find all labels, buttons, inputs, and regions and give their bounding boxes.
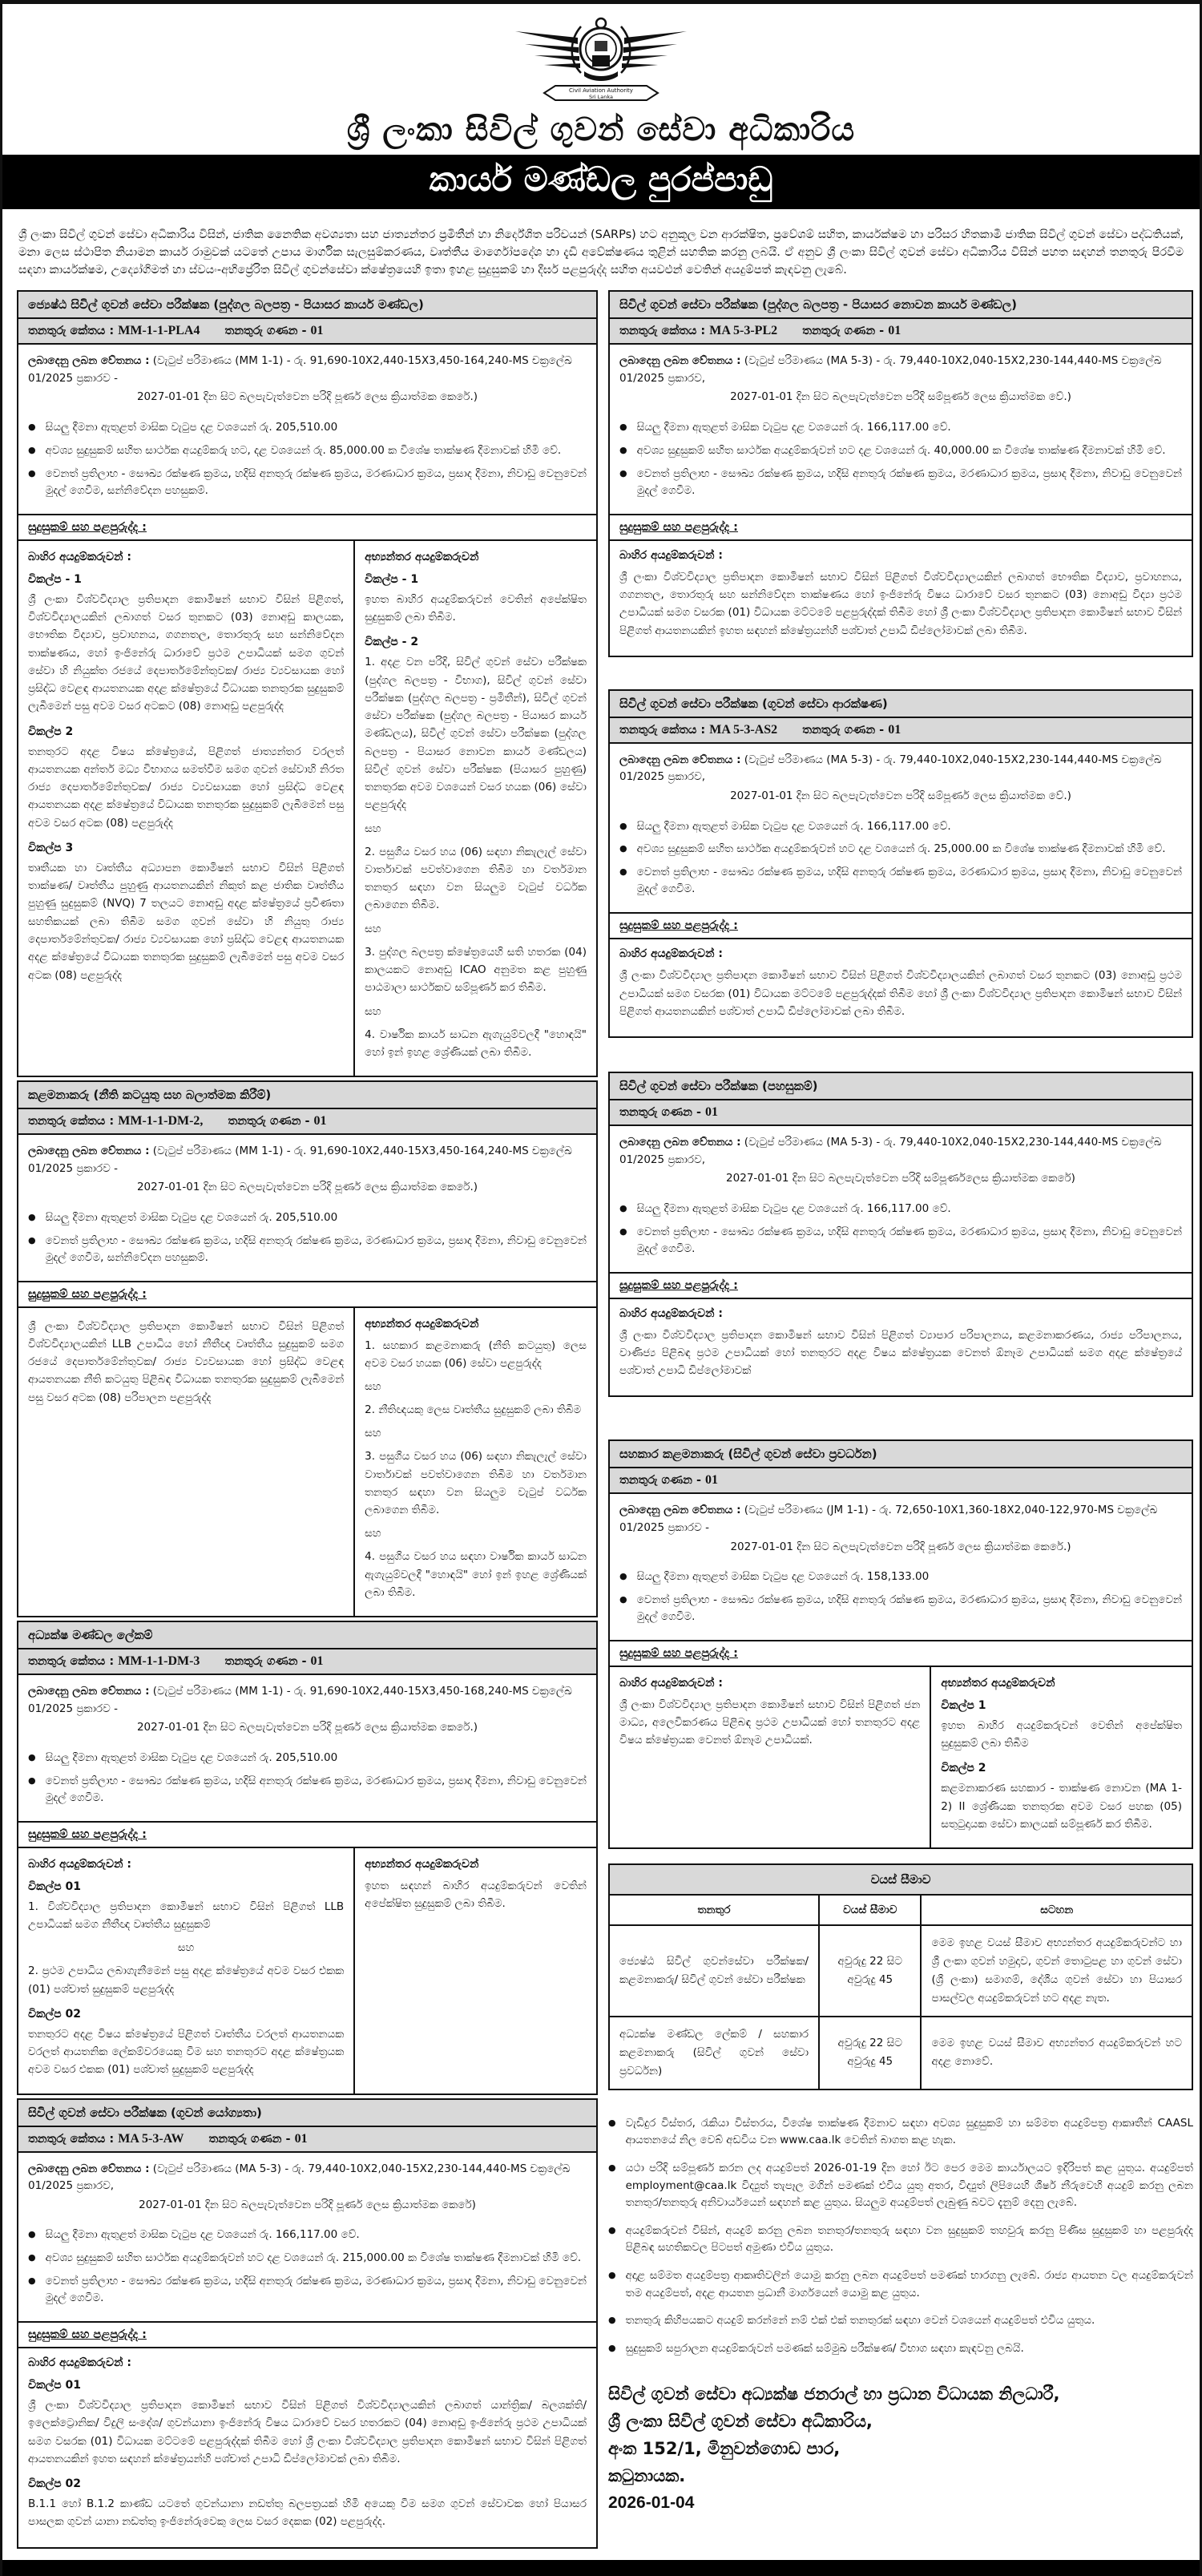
note-item [608,2340,1193,2358]
qualification-text: 1. අදළ වන පරිදි, සිවිල් ගුවන් සේවා පරීක්ෂක (පුද්ගල බලපත්‍ර - විභාග), සිවිල් ගුවන් සේවා පරීක්ෂක (පුද්ගල බලපත්‍ර - ප්‍රමිතීන්), සිවිල් ගුවන් සේවා පරීක්ෂක (පුද්ගල බලපත්‍ර - පියාසර කාර්ය මණ්ඩලය), සිවිල් ගුවන් සේවා පරීක්ෂක (පුද්ගල බලපත්‍ර - පියාසර නොවන කාර්ය මණ්ඩලය) සිවිල් ගුවන් සේවා පරීක්ෂක (පියාසර පුහුණු) තනතුරක අවම වශයෙන් වසර හයක (06) සේවා පළපුරුද්ද [365,656,587,812]
salary-label: ලබාදෙනු ලබන වේතනය : [28,1685,150,1698]
job-count: 01 [294,2131,308,2146]
salary-effective: 2027-01-01 දින සිට බලපැවැත්වෙන පරිදි සම්පූර්ණ ලෙස ක්‍රියාත්මක වේ.) [730,390,1071,404]
qualification-text: 1. සහකාර කළමනාකරු (නීති කටයුතු) ලෙස අවම වසර හයක (06) සේවා පළපුරුද්ද [365,1338,587,1370]
job-title: ජ්‍යෙෂ්ඨ සිවිල් ගුවන් සේවා පරීක්ෂක (පුද්ගල බලපත්‍ර - පියාසර කාර්ය මණ්ඩල) [18,292,596,319]
bullet-icon: ● [28,1211,36,1222]
job-title: සිවිල් ගුවන් සේවා පරීක්ෂක (පහසුකම්) [610,1073,1192,1100]
qualification-text: ශ්‍රී ලංකා විශ්වවිද්‍යාල ප්‍රතිපාදන කොමිෂන් සභාව විසින් පිළිගත් විශ්වවිද්‍යාලයකින් ලබාගත් යාන්ත්‍රික/ බලශක්ති/ ඉලෙක්ට්‍රොනික/ විදුලි සංදේශ/ ගුවන්යානා ඉංජිනේරු විෂය ධාරාවේ වසර හතරකට (04) නොඅඩු ඉංජිනේරු ප්‍රථම උපාධියක් සමග වසරක (01) විධායක මට්ටමේ පළපුරුද්දක් තිබීම හෝ ශ්‍රී ලංකා විශ්වවිද්‍යාල ප්‍රතිපාදන කොමිෂන් සභාව විසින් පිළිගත් ආයතනයකින් ඉහත සඳහන් ක්ෂේත්‍රයන්හි පශ්චාත් උපාධි ඩිප්ලෝමාවක් ලබා තිබීම. [28,2399,587,2465]
emblem-seal [580,18,622,81]
age-table-row [609,1925,1192,2017]
job-code-row [18,2127,596,2153]
salary-scale: (වැටුප් පරිමාණය (MM 1-1) - රු. 91,690-10X2,440-15X3,450-164,240-MS චක්‍රලේඛ 01/2025 ප්‍රකාරව - [28,354,572,385]
external-heading: බාහිර අයදුම්කරුවන් : [619,548,723,562]
internal-heading: අභ්‍යන්තර අයදුම්කරුවන් [365,550,479,563]
benefits-list [18,2219,596,2321]
count-label: තනතුරු ගණන - [224,1655,307,1669]
job-box-assistant-manager-promotion [608,1439,1193,1849]
benefit-text: සියලු දීමනා ඇතුළත් මාසික වැටුප දළ වශයෙන් රු. 158,133.00 [636,1570,930,1584]
signature-line: කටුනායක. [608,2466,686,2486]
salary-scale: (වැටුප් පරිමාණය (MA 5-3) - රු. 79,440-10X2,040-15X2,230-144,440-MS චක්‍රලේඛ 01/2025 ප්‍රකාරව, [619,354,1162,385]
age-table-header: සටහන [921,1895,1192,1925]
job-title: අධ්‍යක්ෂ මණ්ඩල ලේකම් [18,1622,596,1649]
option-heading: විකල්ප 2 [28,725,74,738]
benefits-list [18,1742,596,1821]
external-heading: බාහිර අයදුම්කරුවන් : [619,1676,723,1690]
note-text: සුදුසුකම් සපුරාලන අයදුම්කරුවන් පමණක් සම්මුඛ පරීක්ෂණ/ විභාග සඳහා කැඳවනු ලබයි. [625,2341,1024,2355]
option-heading: විකල්ප - 1 [28,572,82,586]
code-label: තනතුරු කේතය : [619,325,706,338]
salary-effective: 2027-01-01 දින සිට බලපැවැත්වෙන පරිදි පූර්ණ ලෙස ක්‍රියාත්මක කෙරේ.) [136,1721,478,1734]
and-separator: සහ [365,1004,381,1018]
qualification-text: ඉහත බාහිර අයදුම්කරුවන් වෙතින් අපේක්ෂිත සුදුසුකම් ලබා තිබීම. [365,592,587,624]
job-box-manager-legal [17,1080,598,1617]
salary-effective: 2027-01-01 දින සිට බලපැවැත්වෙන පරිදි පූර්ණ ලෙස ක්‍රියාත්මක කෙරේ.) [136,1181,478,1194]
page-banner [2,155,1200,209]
benefit-item [619,1592,1182,1625]
qualifications-heading: සුදුසුකම් සහ පළපුරුද්ද : [18,1821,596,1848]
option-heading: විකල්ප 01 [28,2379,81,2392]
salary-label: ලබාදෙනු ලබන වේතනය : [619,1504,741,1517]
job-title: සිවිල් ගුවන් සේවා පරීක්ෂක (ගුවන් යෝග්‍යතා) [18,2100,596,2127]
benefits-list [610,1193,1192,1272]
qualifications-heading: සුදුසුකම් සහ පළපුරුද්ද : [18,514,596,541]
salary-scale: (වැටුප් පරිමාණය (MM 1-1) - රු. 91,690-10X2,440-15X3,450-168,240-MS චක්‍රලේඛ 01/2025 ප්‍රකාරව - [28,1685,572,1715]
bullet-icon: ● [619,820,627,831]
benefit-text: සියලු දීමනා ඇතුළත් මාසික වැටුප දළ වශයෙන් රු. 205,510.00 [45,1210,338,1224]
age-table-title: වයස් සීමාව [609,1864,1192,1895]
signature-line: අංක 152/1, මිනුවන්ගොඩ පාර, [608,2439,841,2459]
salary-label: ලබාදෙනු ලබන වේතනය : [619,1136,741,1149]
benefits-list [610,1561,1192,1640]
qualifications-heading: සුදුසුකම් සහ පළපුරුද්ද : [18,2321,596,2348]
job-code-row [610,718,1192,744]
and-separator: සහ [365,822,381,835]
option-heading: විකල්ප 02 [28,2007,81,2021]
salary-label: ලබාදෙනු ලබන වේතනය : [28,1145,150,1158]
age-table-row [609,2017,1192,2089]
benefit-item [619,1201,1182,1217]
benefit-text: වෙනත් ප්‍රතිලාභ - සෞඛ්‍ය රක්ෂණ ක්‍රමය, හදිසි අනතුරු රක්ෂණ ක්‍රමය, මරණාධාර ක්‍රමය, ප්‍රසාද දීමනා, නිවාඩු වෙනුවෙන් මුදල් ගෙවීම. [45,1774,587,1804]
job-title: සහකාර කළමනාකරු (සිවිල් ගුවන් සේවා ප්‍රවර්ධන) [610,1441,1192,1468]
code-label: තනතුරු කේතය : [28,1115,115,1129]
page-title: ශ්‍රී ලංකා සිවිල් ගුවන් සේවා අධිකාරිය [346,111,856,148]
benefit-text: සියලු දීමනා ඇතුළත් මාසික වැටුප දළ වශයෙන් රු. 166,117.00 වේ. [636,819,951,833]
age-table-cell: අවුරුදු 22 සිට අවුරුදු 45 [819,1925,921,2017]
job-box-board-secretary [17,1621,598,2094]
qualification-text: තනතුරට අදළ විෂය ක්ෂේත්‍රයේ පිළිගත් වෘත්තීය වරලත් ආයතනයක වරලත් ආයතනික ලේකම්වරයෙකු වීම සහ තනතුරට අදළ ක්ෂේත්‍රයක අවම වසර එකක (01) පශ්චාත් සුදුසුකම් පළපුරුද්ද [28,2027,345,2077]
and-separator: සහ [365,1380,381,1394]
note-item [608,2267,1193,2302]
salary-section [610,1494,1192,1561]
job-count: 01 [310,1654,324,1669]
bullet-icon: ● [619,422,627,433]
bullet-icon: ● [608,2315,616,2326]
code-label: තනතුරු කේතය : [28,1655,115,1669]
benefits-list [18,1201,596,1281]
note-text: අදාළ සම්මත අයදුම්පත්‍ර ආකෘතිවලින් යොමු කරනු ලබන අයදුම්පත් පමණක් භාරගනු ලැබේ. රාජ්‍ය ආයතන වල අයදුම්කරුවන් තම අයදුම්පත්, අදළ ආයතන ප්‍රධානී මාර්ගයෙන් යොමු කළ යුතුය. [625,2268,1193,2299]
salary-effective: 2027-01-01 දින සිට බලපැවැත්වෙන පරිදි සම්පූර්ණ ලෙස ක්‍රියාත්මක වේ.) [730,789,1071,802]
age-limit-table [608,1863,1193,2090]
and-separator: සහ [365,1427,381,1440]
benefit-item [28,1209,587,1226]
external-applicants [610,1299,1192,1396]
signature-block [608,2380,1193,2517]
job-code-row [18,1109,596,1135]
count-label: තනතුරු ගණන - [619,1474,701,1488]
qualification-text: 2. නීතිඥයකු ලෙස වෘත්තීය සුදුසුකම් ලබා තිබීම [365,1403,582,1417]
bullet-icon: ● [28,2275,36,2287]
benefit-text: වෙනත් ප්‍රතිලාභ - සෞඛ්‍ය රක්ෂණ ක්‍රමය, හදිසි අනතුරු රක්ෂණ ක්‍රමය, මරණාධාර ක්‍රමය, ප්‍රසාද දීමනා, නිවාඩු වෙනුවෙන් මුදල් ගෙවීම, සන්නිවේදන පහසුකම්. [45,466,587,497]
job-code-row [610,1100,1192,1126]
job-code-row [18,1649,596,1675]
logo-banner [544,86,658,100]
note-item [608,2115,1193,2150]
benefit-item [28,2273,587,2307]
age-table-header: තනතුර [609,1895,819,1925]
external-applicants [18,2348,596,2547]
qualification-text: තෘතීයක හා වෘත්තීය අධ්‍යාපන කොමිෂන් සභාව විසින් පිළිගත් තාක්ෂණ/ වෘත්තීය පුහුණු ආයතනයකින් නිකුත් කළ ජාතික වෘත්තීය පුහුණු සුදුසුකම් (NVQ) 7 තලයට නොඅඩු අදළ ක්ෂේත්‍රයේ ප්‍රවීණතා සහතිකයක් ලබා තිබීම සමග ගුවන් සේවා හි නියුතු රාජ්‍ය දෙපාර්තමේන්තුවක/ රාජ්‍ය ව්‍යවසායක හෝ ප්‍රසිද්ධ වෙළඳ ආයතනයක අදළ ක්ෂේත්‍රයේ විධායක තනතුරක සුදුසුකම් ලැබීමෙන් පසු අවම වසර අටක (08) පළපුරුද්ද [28,861,345,982]
benefit-item [619,864,1182,898]
salary-scale: (වැටුප් පරිමාණය (MA 5-3) - රු. 79,440-10X2,040-15X2,230-144,440-MS චක්‍රලේඛ 01/2025 ප්‍රකාරව, [619,1136,1162,1166]
bullet-icon: ● [608,2117,616,2128]
bullet-icon: ● [28,2252,36,2263]
count-label: තනතුරු ගණන - [802,723,885,737]
benefit-item [619,818,1182,835]
benefit-item [619,466,1182,499]
qualifications-heading: සුදුසුකම් සහ පළපුරුද්ද : [610,1640,1192,1667]
qualification-text: 4. වාර්ෂික කාර්ය සාධන ඇගැයුම්වලදී "හොඳයි" හෝ ඉන් ඉහළ ශ්‍රේණියක් ලබා තිබීම. [365,1028,587,1059]
job-count: 01 [705,1105,719,1120]
note-text: අයදුම්කරුවන් විසින්, අයදුම් කරනු ලබන තනතුර/තනතුරු සඳහා වන සුදුසුකම් තහවුරු කරනු පිණිස සුදුසුකම් හා පළපුරුද්ද පිළිබඳ සහතිකවල පිටපත් අමුණා එවිය යුතුය. [625,2223,1193,2255]
job-count: 01 [888,324,902,338]
count-label: තනතුරු ගණන - [208,2132,291,2146]
bullet-icon: ● [619,1594,627,1605]
qualifications-grid [18,1848,596,2094]
internal-heading: අභ්‍යන්තර අයදුම්කරුවන් [941,1676,1055,1690]
qualification-text: B.1.1 හෝ B.1.2 කාණ්ඩ යටතේ ගුවන්යානා නඩත්තු බලපත්‍රයක් හිමි අයෙකු වීම සමග ගුවන් සේවාවක හෝ පියාසර පාසලක ගුවන් යානා නඩත්තු ඉංජිනේරුවෙකු ලෙස වසර දෙකක (02) පළපුරුද්ද. [28,2497,587,2529]
code-label: තනතුරු කේතය : [28,325,115,338]
salary-section [610,744,1192,810]
internal-applicants [353,1308,596,1617]
external-applicants [610,541,1192,656]
logo-banner-line2: Sri Lanka [588,94,614,100]
qualification-text: ශ්‍රී ලංකා විශ්වවිද්‍යාල ප්‍රතිපාදන කොමිෂන් සභාව විසින් පිළිගත් විශ්වවිද්‍යාලයකින් LLB උපාධිය හෝ නීතීඥ වෘත්තීය සුදුසුකම් සමග රජයේ දෙපාර්තමේන්තුවක/ රාජ්‍ය ව්‍යවසායක හෝ ප්‍රසිද්ධ වෙළඳ ආයතනයක නීති කටයුතු පිළිබඳ විධායක තනතුරක සුදුසුකම් ලැබීමෙන් පසු වසර අටක (08) පරිපාලන පළපුරුද්ද [28,1319,345,1404]
qualification-text: ශ්‍රී ලංකා විශ්වවිද්‍යාල ප්‍රතිපාදන කොමිෂන් සභාව විසින් පිළිගත් ජන මාධ්‍ය, අලෙවිකරණය පිළිබඳ ප්‍රථම උපාධියක් හෝ තනතුරට අදළ විෂය ක්ෂේත්‍රයක වෙනත් ඕනෑම උපාධියක්. [619,1698,921,1747]
qualification-text: කළමනාකරණ සහකාර - තාක්ෂණ නොවන (MA 1-2) II ශ්‍රේණියක තනතුරක අවම වසර පහක (05) සතුටුදායක සේවා කාලයක් සම්පූර්ණ කර තිබීම. [941,1782,1182,1831]
internal-applicants [930,1667,1192,1847]
option-heading: විකල්ප 2 [941,1762,986,1775]
job-box-inspector-airworthiness [17,2098,598,2549]
benefit-text: සියලු දීමනා ඇතුළත් මාසික වැටුප දළ වශයෙන් රු. 166,117.00 වේ. [636,1201,951,1215]
job-code: MM-1-1-DM-3 [118,1654,200,1669]
publication-date: 2026-01-04 [608,2493,695,2513]
note-item [608,2312,1193,2330]
internal-heading: අභ්‍යන්තර අයදුම්කරුවන් [365,1857,479,1871]
benefit-text: සියලු දීමනා ඇතුළත් මාසික වැටුප දළ වශයෙන් රු. 205,510.00 [45,1751,338,1765]
qualification-text: 3. පසුගිය වසර හය (06) සඳහා නිකැලැල් සේවා වාර්තාවක් පවත්වාගෙන තිබීම හා වර්තමාන තනතුර සඳහා වන සියලුම වැටුප් වර්ධක ලබාගෙන තිබීම. [365,1450,587,1517]
qualification-text: ශ්‍රී ලංකා විශ්වවිද්‍යාල ප්‍රතිපාදන කොමිෂන් සභාව විසින් පිළිගත්, විශ්වවිද්‍යාලයකින් ලබාගත් වසර තුනකට (03) නොඅඩු කාලයක, භෞතික විද්‍යාව, ප්‍රවාහනය, ගගනතල, තොරතුරු සහ සන්නිවේදන තාක්ෂණය, හෝ ඉංජිනේරු ධාරාවේ ප්‍රථම උපාධියක් සමග ගුවන් සේවා හි නියුක්ත රජයේ දෙපාර්තමේන්තුවක/ රාජ්‍ය ව්‍යවසායක හෝ ප්‍රසිද්ධ වෙළඳ ආයතනයක අදළ ක්ෂේත්‍රයේ විධායක තනතුරක සුදුසුකම් ලැබීමෙන් පසු අවම වසර අටකට (08) නොඅඩු පළපුරුද්ද [28,592,345,713]
job-title: සිවිල් ගුවන් සේවා පරීක්ෂක (පුද්ගල බලපත්‍ර - පියාසර නොවන කාර්ය මණ්ඩල) [610,292,1192,319]
bullet-icon: ● [28,422,36,433]
note-item [608,2223,1193,2257]
job-count: 01 [705,1473,719,1488]
note-item [608,2160,1193,2212]
qualification-text: ඉහත සඳහන් බාහිර අයදුම්කරුවන් වෙතින් අපේක්ෂිත සුදුසුකම් ලබා තිබීම. [365,1879,587,1911]
benefits-list [610,810,1192,913]
bullet-icon: ● [28,1234,36,1246]
count-label: තනතුරු ගණන - [224,325,307,338]
age-table-cell: අධ්‍යක්ෂ මණ්ඩල ලේකම් / සහකාර කළමනාකරු (සිවිල් ගුවන් සේවා ප්‍රවර්ධන) [609,2017,819,2089]
bullet-icon: ● [608,2224,616,2235]
benefit-text: වෙනත් ප්‍රතිලාභ - සෞඛ්‍ය රක්ෂණ ක්‍රමය, හදිසි අනතුරු රක්ෂණ ක්‍රමය, මරණාධාර ක්‍රමය, ප්‍රසාද දීමනා, නිවාඩු වෙනුවෙන් මුදල් ගෙවීම, සන්නිවේදන පහසුකම්. [45,1233,587,1264]
salary-effective: 2027-01-01 දින සිට බලපැවැත්වෙන පරිදි පූර්ණ ලෙස ක්‍රියාත්මක කෙරේ.) [136,390,478,404]
benefit-text: වෙනත් ප්‍රතිලාභ - සෞඛ්‍ය රක්ෂණ ක්‍රමය, හදිසි අනතුරු රක්ෂණ ක්‍රමය, මරණාධාර ක්‍රමය, ප්‍රසාද දීමනා, නිවාඩු වෙනුවෙන් මුදල් ගෙවීම. [45,2275,587,2305]
age-table-header-row [609,1895,1192,1925]
job-box-inspector-non-flight-crew [608,290,1193,657]
salary-section [18,2153,596,2219]
salary-label: ලබාදෙනු ලබන වේතනය : [28,2162,150,2175]
job-count: 01 [310,324,324,338]
benefit-text: අවශ්‍ය සුදුසුකම් සහිත සාර්ථක අයදුම්කරුවන් හට දළ වශයෙන් රු. 25,000.00 ක විශේෂ තාක්ෂණ දීමනාවක් හිමි වේ. [636,842,1166,856]
option-heading: විකල්ප 01 [28,1880,81,1893]
benefit-item [28,1233,587,1266]
job-code-row [610,1468,1192,1494]
benefit-item [619,1569,1182,1585]
bullet-icon: ● [28,2229,36,2240]
salary-label: ලබාදෙනු ලබන වේතනය : [619,753,741,766]
application-notes [608,2105,1193,2368]
benefit-text: අවශ්‍ය සුදුසුකම් සහිත සාර්ථක අයදුම්කරු හට, දළ වශයෙන් රු. 85,000.00 ක විශේෂ තාක්ෂණ දීමනාවක් හිමි වේ. [45,443,562,457]
qualification-text: ශ්‍රී ලංකා විශ්වවිද්‍යාල ප්‍රතිපාදන කොමිෂන් සභාව විසින් පිළිගත් විශ්වවිද්‍යාලයකින් ලබාගත් වසර තුනකට (03) නොඅඩු ප්‍රථම උපාධියක් සමග වසරක (01) විධායක මට්ටමේ පළපුරුද්දක් තිබීම හෝ ශ්‍රී ලංකා විශ්වවිද්‍යාල ප්‍රතිපාදන කොමිෂන් සභාව විසින් පිළිගත් ආයතනයකින් පශ්චාත් උපාධි ඩිප්ලෝමාවක් ලබා තිබීම. [619,969,1182,1018]
external-applicants [610,939,1192,1036]
bullet-icon: ● [28,1752,36,1763]
external-heading: බාහිර අයදුම්කරුවන් : [619,947,723,961]
job-title: කළමනාකරු (නීති කටයුතු සහ බලාත්මක කිරීම්) [18,1082,596,1109]
age-table-cell: අවුරුදු 22 සිට අවුරුදු 45 [819,2017,921,2089]
count-label: තනතුරු ගණන - [228,1115,310,1129]
benefit-item [28,419,587,436]
external-heading: බාහිර අයදුම්කරුවන් : [28,2356,131,2370]
code-label: තනතුරු කේතය : [28,2132,115,2146]
job-code-row [610,319,1192,345]
qualification-text: 2. ප්‍රථම උපාධිය ලබාගැනීමෙන් පසු අදළ ක්ෂේත්‍රයේ අවම වසර එකක (01) පශ්චාත් සුදුසුකම් පළපුරුද්ද [28,1964,345,1996]
left-column [17,290,598,2548]
bottom-rule [2,2560,1200,2576]
count-label: තනතුරු ගණන - [619,1106,701,1120]
bullet-icon: ● [619,843,627,854]
job-count: 01 [888,722,902,737]
salary-effective: 2027-01-01 දින සිට බලපැවැත්වෙන පරිදි පූර්ණ ලෙස ක්‍රියාත්මක කෙරේ.) [730,1540,1071,1553]
benefit-item [619,841,1182,858]
qualification-text: 1. විශ්වවිද්‍යාල ප්‍රතිපාදන කොමිෂන් සභාව විසින් පිළිගත් LLB උපාධියක් සමග නීතීඥ වෘත්තීය සුදුසුකම් [28,1900,345,1932]
benefit-item [28,442,587,459]
job-box-inspector-facilitation [608,1072,1193,1397]
signature-line: ශ්‍රී ලංකා සිවිල් ගුවන් සේවා අධිකාරිය, [608,2412,873,2432]
age-table-cell: මෙම ඉහළ වයස් සීමාව අභ්‍යන්තර අයදුම්කරුවන් හට අදළ නොවේ. [921,2017,1192,2089]
bullet-icon: ● [608,2342,616,2353]
option-heading: විකල්ප 1 [941,1698,986,1712]
job-code: MM-1-1-PLA4 [118,324,200,338]
benefit-item [619,419,1182,436]
external-heading: බාහිර අයදුම්කරුවන් : [28,1857,131,1871]
benefit-text: වෙනත් ප්‍රතිලාභ - සෞඛ්‍ය රක්ෂණ ක්‍රමය, හදිසි අනතුරු රක්ෂණ ක්‍රමය, මරණාධාර ක්‍රමය, ප්‍රසාද දීමනා, නිවාඩු වෙනුවෙන් මුදල් ගෙවීම. [636,1593,1182,1624]
note-text: වැඩිදුර විස්තර, රැකියා විස්තරය, විශේෂ තාක්ෂණ දීමනාව සඳහා අවශ්‍ය සුදුසුකම් හා සම්මත අයදුම්පත්‍ර ආකෘතීන් CAASL ආයතනයේ නිල වෙබ් අඩවිය වන www.caa.lk වෙතින් බාගත කළ හැක. [625,2116,1193,2147]
qualification-text: ශ්‍රී ලංකා විශ්වවිද්‍යාල ප්‍රතිපාදන කොමිෂන් සභාව විසින් පිළිගත් විශ්වවිද්‍යාලයකින් ලබාගත් භෞතික විද්‍යාව, ප්‍රවාහනය, ගගනතල, තොරතුරු සහ සන්නිවේදන තාක්ෂණය හෝ ඉංජිනේරු විෂය ධාරාවේ වසර තුනකට (03) නොඅඩු විද්‍යා ප්‍රථම උපාධියක් සමග වසරක (01) විධායක මට්ටමේ පළපුරුද්දක් තිබීම හෝ ශ්‍රී ලංකා විශ්වවිද්‍යාල ප්‍රතිපාදන කොමිෂන් සභාව විසින් පිළිගත් ආයතනයකින් ඉහත සඳහන් ක්ෂේත්‍රයන්හි පශ්චාත් උපාධි ඩිප්ලෝමාවක් ලබා තිබීම. [619,570,1182,637]
benefit-item [28,466,587,499]
benefits-list [610,411,1192,514]
salary-scale: (වැටුප් පරිමාණය (MM 1-1) - රු. 91,690-10X2,440-15X3,450-164,240-MS චක්‍රලේඛ 01/2025 ප්‍රකාරව - [28,1145,572,1175]
qualification-text: 2. පසුගිය වසර හය (06) සඳහා නිකැලැල් සේවා වාර්තාවක් පවත්වාගෙන තිබීම හා වර්තමාන තනතුර සඳහා වන සියලුම වැටුප් වර්ධක ලබාගෙන තිබීම. [365,845,587,912]
qualification-text: තනතුරට අදළ විෂය ක්ෂේත්‍රයේ, පිළිගත් ජාත්‍යන්තර වරලත් ආයතනයක අන්තර් මධ්‍ය විභාගය සමත්වීම සමග ගුවන් සේවාහි නිරත රාජ්‍ය දෙපාර්තමේන්තුවක/ රාජ්‍ය ව්‍යවසායක හෝ ප්‍රසිද්ධ වෙළඳ ආයතනයක අදළ ක්ෂේත්‍රයේ විධායක තනතුරක සුදුසුකම් ලැබීමෙන් පසු අවම වසර අටක (08) පළපුරුද්ද [28,745,345,830]
external-heading: බාහිර අයදුම්කරුවන් : [619,1306,723,1320]
job-count: 01 [313,1114,327,1129]
and-separator: සහ [365,922,381,935]
salary-label: ලබාදෙනු ලබන වේතනය : [619,354,741,368]
qualification-text: ශ්‍රී ලංකා විශ්වවිද්‍යාල ප්‍රතිපාදන කොමිෂන් සභාව විසින් පිළිගත් ව්‍යාපාර පරිපාලනය, කළමනාකරණය, රාජ්‍ය පරිපාලනය, වාණිජ්‍ය පිළිබඳ ප්‍රථම උපාධියක් හෝ තනතුරට අදළ විෂය ක්ෂේත්‍රයක වෙනත් ඕනෑම උපාධියක් සමග අදළ ක්ෂේත්‍රයේ පශ්චාත් උපාධි ඩිප්ලෝමාවක් [619,1328,1182,1378]
and-separator: සහ [177,1941,195,1955]
salary-scale: (වැටුප් පරිමාණය (JM 1-1) - රු. 72,650-10X1,360-18X2,040-122,970-MS චක්‍රලේඛ 01/2025 ප්‍රකාරව - [619,1504,1158,1534]
salary-section [610,1126,1192,1193]
qualification-text: 3. පුද්ගල බලපත්‍ර ක්ෂේත්‍රයෙහි සති හතරක (04) කාලයකට නොඅඩු ICAO අනුමත කළ පුහුණු පාඨමාලා සාර්ථකව සම්පූර්ණ කර තිබීම. [365,945,587,995]
bullet-icon: ● [619,866,627,878]
logo-banner-line1: Civil Aviation Authority [569,87,633,94]
qualification-text: ඉහත බාහිර අයදුම්කරුවන් වෙතින් අපේක්ෂිත සුදුසුකම් ලබා තිබීම [941,1718,1182,1750]
job-box-senior-inspector-flight-crew [17,290,598,1077]
benefits-list [18,411,596,514]
qualifications-grid [18,541,596,1076]
bullet-icon: ● [619,467,627,478]
qualifications-heading: සුදුසුකම් සහ පළපුරුද්ද : [610,1272,1192,1299]
right-column [608,290,1193,2517]
benefit-text: සියලු දීමනා ඇතුළත් මාසික වැටුප දළ වශයෙන් රු. 166,117.00 වේ. [45,2228,360,2242]
qualifications-heading: සුදුසුකම් සහ පළපුරුද්ද : [610,514,1192,541]
masthead [17,15,1185,148]
salary-scale: (වැටුප් පරිමාණය (MA 5-3) - රු. 79,440-10X2,040-15X2,230-144,440-MS චක්‍රලේඛ 01/2025 ප්‍රකාරව, [28,2162,571,2193]
qualifications-heading: සුදුසුකම් සහ පළපුරුද්ද : [610,912,1192,939]
job-box-inspector-aviation-security [608,689,1193,1038]
job-code-row [18,319,596,345]
note-text: යථා පරිදි සම්පූර්ණ කරන ලද අයදුම්පත් 2026-01-19 දින හෝ ඊට පෙර මෙම කාර්යාලයට ඉදිරිපත් කළ යුතුය. අයදුම්පත් employment@caa.lk විද්‍යුත් තැපෑල මගින් පමණක් එවිය යුතු අතර, විද්‍යුත් ලිපියෙහි ශීර්ෂ නීරුවෙහි අයදුම් කරනු ලබන තනතුර/තනතුරු අනිවාර්යයෙන් සඳහන් කළ යුතුය. සියලුම අයදුම්පත් ලැබුණු බවට දැනුම් දෙනු ලැබේ. [625,2162,1193,2210]
and-separator: සහ [365,1527,381,1540]
count-label: තනතුරු ගණන - [802,325,885,338]
external-applicants [18,1308,353,1617]
salary-label: ලබාදෙනු ලබන වේතනය : [28,354,150,368]
salary-section [18,1135,596,1201]
age-table-cell: ජ්‍යෙෂ්ඨ සිවිල් ගුවන්සේවා පරීක්ෂක/ කළමනාකරු/ සිවිල් ගුවන් සේවා පරීක්ෂක [609,1925,819,2017]
bullet-icon: ● [619,444,627,455]
benefit-text: සියලු දීමනා ඇතුළත් මාසික වැටුප දළ වශයෙන් රු. 205,510.00 [45,421,338,434]
job-code: MA 5-3-PL2 [709,324,778,338]
option-heading: විකල්ප - 2 [365,636,419,649]
salary-section [610,345,1192,411]
code-label: තනතුරු කේතය : [619,723,706,737]
benefit-text: සියලු දීමනා ඇතුළත් මාසික වැටුප දළ වශයෙන් රු. 166,117.00 වේ. [636,421,951,434]
external-applicants [610,1667,930,1847]
bullet-icon: ● [619,1202,627,1213]
job-code: MM-1-1-DM-2, [118,1114,204,1129]
signature-line: සිවිල් ගුවන් සේවා අධ්‍යක්ෂ ජනරාල් හා ප්‍රධාන විධායක නිලධාරී, [608,2384,1060,2404]
salary-effective: 2027-01-01 දින සිට බලපැවැත්වෙන පරිදි පූර්ණ ලෙස ක්‍රියාත්මක කෙරේ) [139,2198,476,2211]
caasl-logo [501,15,701,110]
benefit-item [28,1750,587,1766]
salary-section [18,1675,596,1742]
external-applicants [18,541,353,1076]
bullet-icon: ● [608,2162,616,2174]
internal-heading: අභ්‍යන්තර අයදුම්කරුවන් [365,1317,479,1330]
benefit-item [619,1224,1182,1258]
option-heading: විකල්ප - 1 [365,572,419,586]
qualifications-grid [610,1667,1192,1847]
bullet-icon: ● [619,1225,627,1237]
salary-effective: 2027-01-01 දින සිට බලපැවැත්වෙන පරිදි සම්පූර්ණලෙස ක්‍රියාත්මක කෙරේ) [726,1172,1075,1185]
age-table-cell: මෙම ඉහළ වයස් සීමාව අභ්‍යන්තර අයදුම්කරුවන්ට හා ශ්‍රී ලංකා ගුවන් හමුදාව, ගුවන් තොටුපළ හා ගුවන් සේවා (ශ්‍රී ලංකා) සමාගම්, දේශීය ගුවන් සේවා හා පියාසර පාසල්වල අයදුම්කරුවන් හට අදළ නැත. [921,1925,1192,2017]
external-applicants [18,1848,353,2094]
benefit-item [619,442,1182,459]
benefit-text: වෙනත් ප්‍රතිලාභ - සෞඛ්‍ය රක්ෂණ ක්‍රමය, හදිසි අනතුරු රක්ෂණ ක්‍රමය, මරණාධාර ක්‍රමය, ප්‍රසාද දීමනා, නිවාඩු වෙනුවෙන් මුදල් ගෙවීම. [636,466,1182,497]
bullet-icon: ● [608,2269,616,2280]
job-code: MA 5-3-AS2 [709,722,778,737]
job-title: සිවිල් ගුවන් සේවා පරීක්ෂක (ගුවන් සේවා ආරක්ෂණ) [610,691,1192,718]
external-heading: බාහිර අයදුම්කරුවන් : [28,550,131,563]
two-column-layout [17,290,1193,2548]
benefit-text: වෙනත් ප්‍රතිලාභ - සෞඛ්‍ය රක්ෂණ ක්‍රමය, හදිසි අනතුරු රක්ෂණ ක්‍රමය, මරණාධාර ක්‍රමය, ප්‍රසාද දීමනා, නිවාඩු වෙනුවෙන් මුදල් ගෙවීම. [636,1225,1182,1255]
benefit-item [28,1773,587,1807]
qualifications-grid [18,1308,596,1617]
bullet-icon: ● [28,1775,36,1786]
bullet-icon: ● [28,467,36,478]
benefit-text: අවශ්‍ය සුදුසුකම් සහිත සාර්ථක අයදුම්කරුවන් හට දළ වශයෙන් රු. 215,000.00 ක විශේෂ තාක්ෂණ දීමනාවක් හිමි වේ. [45,2251,582,2265]
internal-applicants [353,1848,596,2094]
qualifications-heading: සුදුසුකම් සහ පළපුරුද්ද : [18,1281,596,1308]
banner-text: කාර්ය මණ්ඩල පුරප්පාඩු [429,159,773,199]
benefit-text: අවශ්‍ය සුදුසුකම් සහිත සාර්ථක අයදුම්කරුවන් හට දළ වශයෙන් රු. 40,000.00 ක විශේෂ තාක්ෂණ දීමනාවක් හිමි වේ. [636,443,1166,457]
qualification-text: 4. පසුගිය වසර හය සඳහා වාර්ෂික කාර්ය සාධන ඇගැයුම්වලදී "හොඳයි" හෝ ඉන් ඉහළ ශ්‍රේණියක් ලබා තිබීම. [365,1550,587,1599]
option-heading: විකල්ප 3 [28,841,74,854]
bullet-icon: ● [28,444,36,455]
salary-scale: (වැටුප් පරිමාණය (MA 5-3) - රු. 79,440-10X2,040-15X2,230-144,440-MS චක්‍රලේඛ 01/2025 ප්‍රකාරව, [619,753,1162,784]
benefit-item [28,2250,587,2267]
benefit-text: වෙනත් ප්‍රතිලාභ - සෞඛ්‍ය රක්ෂණ ක්‍රමය, හදිසි අනතුරු රක්ෂණ ක්‍රමය, මරණාධාර ක්‍රමය, ප්‍රසාද දීමනා, නිවාඩු වෙනුවෙන් මුදල් ගෙවීම. [636,866,1182,896]
job-code: MA 5-3-AW [118,2131,184,2146]
intro-paragraph: ශ්‍රී ලංකා සිවිල් ගුවන් සේවා අධිකාරිය විසින්, ජාතික නෛතික අවශ්‍යතා සහ ජාත්‍යන්තර ප්‍රමිතීන් හා නිර්දේශිත පරිචයන් (SARPs) හට අනුකූල වන ආරක්ෂිත, ප්‍රවේශම් සහිත, කාර්යක්ෂම හා පරිසර හිතකාමී ජාතික සිවිල් ගුවන් සේවා පද්ධතියක්, මනා ලෙස ස්ථාපිත නියාමන කාර්ය රාමුවක් යටතේ උපාය මාර්ගික සැලසුම්කරණය, වෘත්තීය මාර්ගෝපදේශ හා දැඩි අවේක්ෂණය තුළින් සහතික කරනු ලබයි. ඒ අනුව ශ්‍රී ලංකා සිවිල් ගුවන් සේවා අධිකාරිය විසින් පහත සඳහන් තනතුරු පිරවීම සඳහා කාර්යක්ෂම, උද්‍යෝගිමත් හා ස්වයං-අභිප්‍රේරිත සිවිල් ගුවන්සේවා ක්ෂේත්‍රයෙහි ඉතා ඉහළ සුදුසුකම් හා දීර්ඝ පළපුරුද්ද සහිත අයවළුන් වෙතින් අයදුම්පත් කැඳවනු ලැබේ. [18,228,1184,277]
benefit-item [28,2227,587,2243]
bullet-icon: ● [619,1571,627,1582]
option-heading: විකල්ප 02 [28,2477,81,2491]
salary-section [18,345,596,411]
age-table-header: වයස් සීමාව [819,1895,921,1925]
note-text: තනතුරු කිහිපයකට අයදුම් කරන්නේ නම් එක් එක් තනතුරක් සඳහා වෙන් වශයෙන් අයදුම්පත් එවිය යුතුය. [625,2314,1095,2328]
internal-applicants [353,541,596,1076]
